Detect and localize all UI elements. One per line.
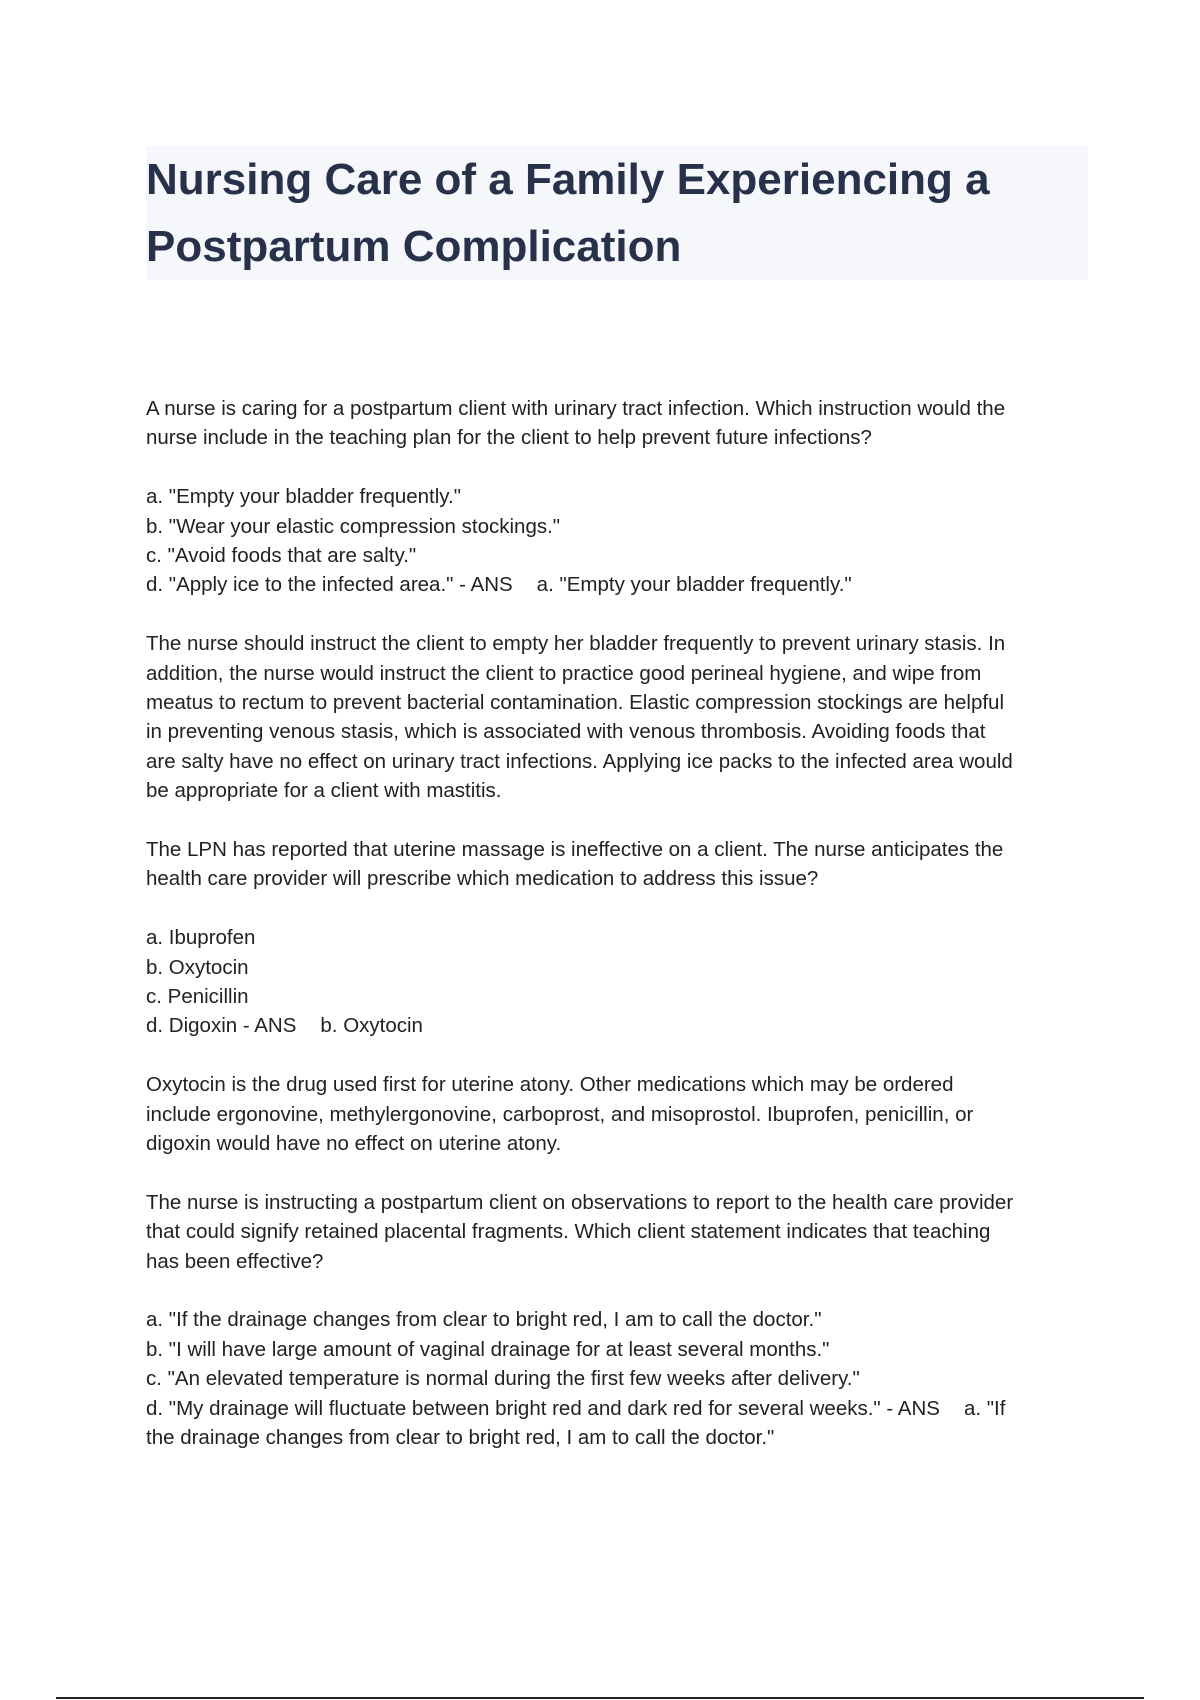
- option-item: d. Digoxin - ANS: [146, 1014, 297, 1038]
- title-block: [146, 146, 1088, 280]
- option-item: c. "An elevated temperature is normal during the first few weeks after delivery.": [146, 1367, 860, 1391]
- option-item: d. "Apply ice to the infected area." - ANS: [146, 573, 513, 597]
- question-2: [146, 835, 1096, 894]
- option-item: a. "Empty your bladder frequently.": [146, 485, 461, 509]
- option-item: c. Penicillin: [146, 985, 249, 1009]
- rationale-line: be appropriate for a client with mastitis.: [146, 779, 502, 803]
- option-item: b. "I will have large amount of vaginal drainage for at least several months.": [146, 1337, 830, 1361]
- rationale-line: meatus to rectum to prevent bacterial contamination. Elastic compression stockings are helpful: [146, 691, 1004, 715]
- rationale-line: The nurse should instruct the client to empty her bladder frequently to prevent urinary stasis. In: [146, 632, 1006, 656]
- option-answer-line: [146, 1011, 1096, 1040]
- document-title-line-1: Nursing Care of a Family Experiencing a: [146, 155, 990, 204]
- question-3-line: The nurse is instructing a postpartum client on observations to report to the health care provider: [146, 1190, 1014, 1214]
- answer-text: a. "If: [963, 1396, 1006, 1420]
- rationale-2: [146, 1070, 1096, 1158]
- question-3-line: that could signify retained placental fragments. Which client statement indicates that teaching: [146, 1220, 991, 1244]
- question-1-line: nurse include in the teaching plan for the client to help prevent future infections?: [146, 426, 872, 450]
- rationale-line: Oxytocin is the drug used first for uterine atony. Other medications which may be ordered: [146, 1073, 954, 1097]
- question-3-line: has been effective?: [146, 1249, 324, 1273]
- answer-text: b. Oxytocin: [320, 1014, 423, 1038]
- option-item: b. "Wear your elastic compression stockings.": [146, 514, 561, 538]
- rationale-line: addition, the nurse would instruct the client to practice good perineal hygiene, and wipe from: [146, 661, 982, 685]
- question-1: [146, 394, 1096, 453]
- option-item: a. Ibuprofen: [146, 926, 256, 950]
- answer-text: a. "Empty your bladder frequently.": [536, 573, 852, 597]
- document-body: [146, 394, 1096, 1482]
- question-2-line: health care provider will prescribe which medication to address this issue?: [146, 867, 819, 891]
- option-answer-line: [146, 570, 1096, 599]
- option-item: d. "My drainage will fluctuate between bright red and dark red for several weeks." - ANS: [146, 1396, 940, 1420]
- option-item: a. "If the drainage changes from clear to bright red, I am to call the doctor.": [146, 1308, 822, 1332]
- rationale-line: are salty have no effect on urinary tract infections. Applying ice packs to the infected area would: [146, 749, 1013, 773]
- question-2-line: The LPN has reported that uterine massage is ineffective on a client. The nurse anticipates the: [146, 838, 1004, 862]
- rationale-line: digoxin would have no effect on uterine atony.: [146, 1132, 562, 1156]
- rationale-1: [146, 629, 1096, 805]
- question-3: [146, 1188, 1096, 1276]
- rationale-line: in preventing venous stasis, which is associated with venous thrombosis. Avoiding foods that: [146, 720, 986, 744]
- option-item: c. "Avoid foods that are salty.": [146, 544, 417, 568]
- option-item: b. Oxytocin: [146, 955, 249, 979]
- answer-continuation: the drainage changes from clear to bright red, I am to call the doctor.": [146, 1426, 775, 1450]
- question-1-options: [146, 482, 1096, 600]
- footer-divider: [56, 1697, 1144, 1699]
- question-2-options: [146, 923, 1096, 1041]
- question-3-options: [146, 1305, 1096, 1452]
- rationale-line: include ergonovine, methylergonovine, carboprost, and misoprostol. Ibuprofen, penicillin, or: [146, 1102, 974, 1126]
- option-answer-line: [146, 1394, 1096, 1423]
- document-title-line-2: Postpartum Complication: [146, 222, 682, 271]
- question-1-line: A nurse is caring for a postpartum client with urinary tract infection. Which instruction would the: [146, 397, 1006, 420]
